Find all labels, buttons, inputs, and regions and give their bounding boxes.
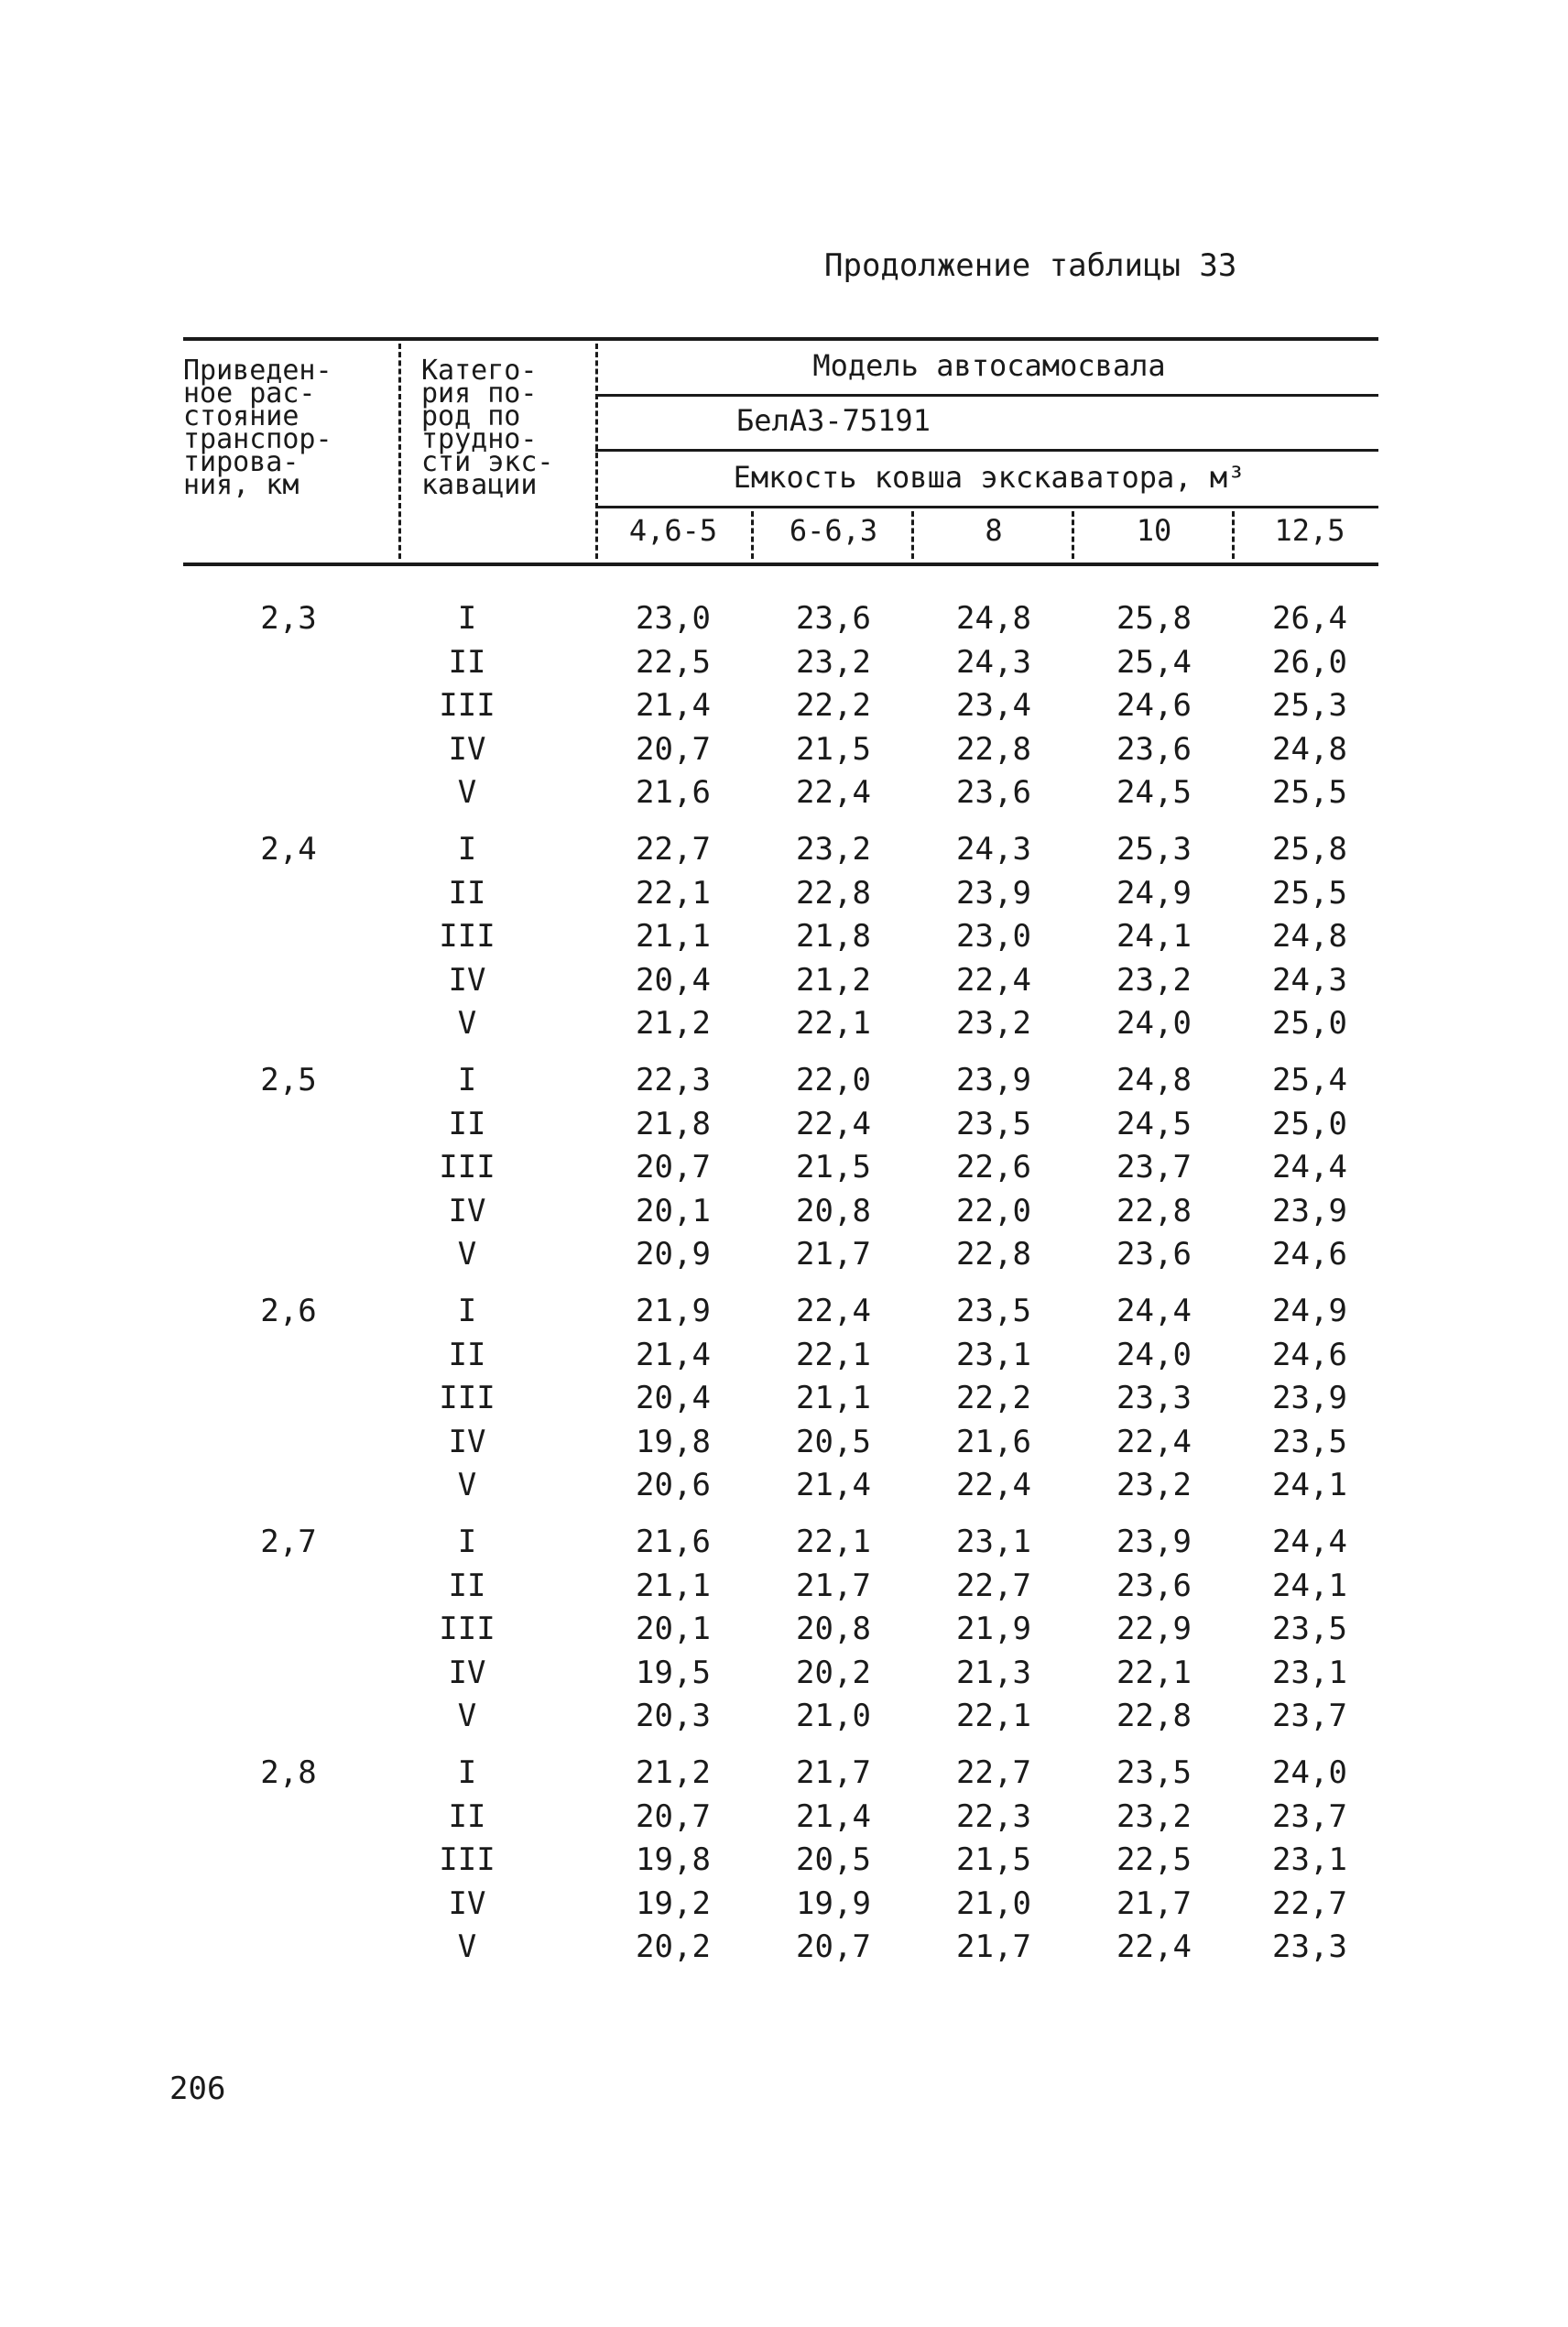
header-bottom-rule — [183, 563, 1378, 566]
distance-value: 2,3 — [260, 600, 317, 637]
header-model-title: Модель автосамосвала — [812, 348, 1166, 383]
table-cell: 20,7 — [636, 730, 711, 768]
category-value: I — [457, 1754, 477, 1791]
table-cell: 25,8 — [1272, 831, 1347, 868]
table-cell: 20,4 — [636, 1380, 711, 1416]
table-cell: 24,6 — [1116, 687, 1192, 724]
table-cell: 22,9 — [1116, 1611, 1192, 1647]
table-cell: 23,0 — [636, 600, 711, 637]
table-cell: 22,2 — [956, 1380, 1031, 1416]
table-cell: 24,9 — [1116, 874, 1192, 912]
bucket-rule — [595, 506, 1378, 508]
table-cell: 21,9 — [956, 1611, 1031, 1647]
table-cell: 20,7 — [636, 1797, 711, 1835]
table-cell: 22,8 — [1116, 1698, 1192, 1734]
table-cell: 21,6 — [956, 1423, 1031, 1460]
table-cell: 25,3 — [1272, 687, 1347, 724]
table-cell: 23,2 — [1116, 1797, 1192, 1835]
table-cell: 22,4 — [796, 1105, 871, 1142]
table-cell: 26,0 — [1272, 643, 1347, 681]
category-value: IV — [448, 1885, 486, 1922]
category-value: I — [457, 1062, 477, 1098]
table-cell: 25,8 — [1116, 600, 1192, 637]
capacity-header-3: 8 — [985, 513, 1003, 548]
table-caption: Продолжение таблицы 33 — [824, 247, 1237, 284]
capacity-header-1: 4,6-5 — [628, 513, 718, 548]
table-cell: 23,6 — [956, 774, 1031, 811]
table-cell: 25,0 — [1272, 1105, 1347, 1142]
capacity-header-2: 6-6,3 — [789, 513, 878, 548]
table-cell: 23,9 — [1272, 1192, 1347, 1229]
table-cell: 21,7 — [796, 1754, 871, 1791]
table-cell: 24,8 — [956, 600, 1031, 637]
table-cell: 21,1 — [636, 918, 711, 955]
table-cell: 19,2 — [636, 1885, 711, 1922]
category-value: III — [439, 1841, 495, 1878]
model-name-rule — [595, 449, 1378, 452]
table-cell: 20,7 — [796, 1928, 871, 1965]
table-cell: 24,6 — [1272, 1336, 1347, 1373]
table-cell: 21,0 — [956, 1885, 1031, 1922]
category-value: V — [457, 1467, 477, 1503]
table-cell: 22,6 — [956, 1149, 1031, 1185]
distance-value: 2,4 — [260, 831, 317, 868]
table-cell: 21,7 — [1116, 1885, 1192, 1922]
table-cell: 22,4 — [796, 774, 871, 811]
table-cell: 21,7 — [956, 1928, 1031, 1965]
table-cell: 23,9 — [956, 1062, 1031, 1098]
table-cell: 20,9 — [636, 1236, 711, 1273]
table-cell: 22,5 — [1116, 1841, 1192, 1878]
table-cell: 22,0 — [796, 1062, 871, 1098]
table-cell: 21,0 — [796, 1698, 871, 1734]
category-value: V — [457, 1698, 477, 1734]
table-cell: 24,6 — [1272, 1236, 1347, 1273]
category-value: III — [439, 1611, 495, 1647]
category-value: III — [439, 687, 495, 724]
separator-cap-2 — [911, 511, 914, 559]
table-cell: 23,9 — [956, 874, 1031, 912]
table-cell: 22,4 — [956, 961, 1031, 999]
category-value: IV — [448, 961, 486, 999]
table-cell: 22,3 — [956, 1797, 1031, 1835]
table-cell: 23,4 — [956, 687, 1031, 724]
capacity-header-4: 10 — [1136, 513, 1172, 548]
category-value: V — [457, 1928, 477, 1965]
table-cell: 22,7 — [956, 1754, 1031, 1791]
table-cell: 21,1 — [636, 1567, 711, 1604]
category-value: I — [457, 600, 477, 637]
table-cell: 22,7 — [636, 831, 711, 868]
table-cell: 20,1 — [636, 1192, 711, 1229]
table-cell: 21,8 — [636, 1105, 711, 1142]
model-rule — [595, 394, 1378, 397]
table-cell: 23,5 — [1272, 1611, 1347, 1647]
table-cell: 21,4 — [636, 687, 711, 724]
table-cell: 23,1 — [956, 1336, 1031, 1373]
table-cell: 24,4 — [1272, 1149, 1347, 1185]
table-cell: 23,5 — [956, 1293, 1031, 1329]
table-cell: 23,6 — [1116, 1567, 1192, 1604]
table-cell: 23,5 — [1116, 1754, 1192, 1791]
category-value: IV — [448, 730, 486, 768]
table-cell: 20,1 — [636, 1611, 711, 1647]
table-cell: 21,8 — [796, 918, 871, 955]
table-cell: 22,4 — [956, 1467, 1031, 1503]
table-cell: 23,9 — [1272, 1380, 1347, 1416]
capacity-header-5: 12,5 — [1274, 513, 1345, 548]
table-cell: 22,1 — [1116, 1654, 1192, 1691]
table-cell: 24,3 — [956, 831, 1031, 868]
category-value: V — [457, 1236, 477, 1273]
table-cell: 23,2 — [796, 643, 871, 681]
table-cell: 19,9 — [796, 1885, 871, 1922]
category-value: II — [448, 1336, 486, 1373]
separator-distance — [398, 344, 401, 559]
category-value: IV — [448, 1423, 486, 1460]
category-value: II — [448, 643, 486, 681]
table-cell: 20,5 — [796, 1841, 871, 1878]
table-cell: 24,0 — [1116, 1336, 1192, 1373]
table-cell: 24,9 — [1272, 1293, 1347, 1329]
table-cell: 22,8 — [1116, 1192, 1192, 1229]
table-cell: 25,5 — [1272, 874, 1347, 912]
table-cell: 20,2 — [636, 1928, 711, 1965]
table-cell: 20,4 — [636, 961, 711, 999]
header-category: Катего- рия по- род по трудно- сти экс- кавации — [421, 355, 554, 501]
category-value: V — [457, 1005, 477, 1042]
page-number: 206 — [169, 2070, 226, 2107]
table-cell: 21,7 — [796, 1236, 871, 1273]
header-bucket: Емкость ковша экскаватора, м³ — [733, 460, 1246, 495]
header-top-rule — [183, 337, 1378, 341]
category-value: IV — [448, 1192, 486, 1229]
distance-value: 2,8 — [260, 1754, 317, 1791]
table-cell: 22,1 — [636, 874, 711, 912]
table-cell: 22,3 — [636, 1062, 711, 1098]
table-cell: 21,7 — [796, 1567, 871, 1604]
category-value: I — [457, 831, 477, 868]
table-cell: 20,3 — [636, 1698, 711, 1734]
table-cell: 21,5 — [796, 730, 871, 768]
table-cell: 22,1 — [796, 1336, 871, 1373]
table-cell: 20,8 — [796, 1611, 871, 1647]
table-cell: 22,7 — [956, 1567, 1031, 1604]
table-cell: 25,4 — [1272, 1062, 1347, 1098]
table-cell: 23,1 — [1272, 1841, 1347, 1878]
table-cell: 21,4 — [796, 1467, 871, 1503]
table-cell: 19,5 — [636, 1654, 711, 1691]
table-cell: 24,8 — [1272, 918, 1347, 955]
table-cell: 22,1 — [796, 1005, 871, 1042]
table-cell: 22,4 — [1116, 1423, 1192, 1460]
category-value: III — [439, 1380, 495, 1416]
table-cell: 23,7 — [1272, 1797, 1347, 1835]
table-cell: 22,4 — [1116, 1928, 1192, 1965]
table-cell: 23,1 — [1272, 1654, 1347, 1691]
table-cell: 25,0 — [1272, 1005, 1347, 1042]
table-cell: 23,2 — [956, 1005, 1031, 1042]
separator-cap-1 — [751, 511, 754, 559]
table-cell: 21,5 — [796, 1149, 871, 1185]
table-cell: 22,2 — [796, 687, 871, 724]
table-cell: 21,1 — [796, 1380, 871, 1416]
table-cell: 24,3 — [956, 643, 1031, 681]
table-cell: 24,4 — [1272, 1524, 1347, 1560]
table-cell: 21,3 — [956, 1654, 1031, 1691]
table-cell: 20,7 — [636, 1149, 711, 1185]
distance-value: 2,6 — [260, 1293, 317, 1329]
table-cell: 24,0 — [1272, 1754, 1347, 1791]
category-value: II — [448, 874, 486, 912]
category-value: V — [457, 774, 477, 811]
table-cell: 20,8 — [796, 1192, 871, 1229]
category-value: I — [457, 1293, 477, 1329]
table-cell: 24,0 — [1116, 1005, 1192, 1042]
table-cell: 24,8 — [1116, 1062, 1192, 1098]
category-value: II — [448, 1105, 486, 1142]
table-cell: 21,2 — [796, 961, 871, 999]
table-cell: 23,2 — [1116, 1467, 1192, 1503]
table-cell: 24,5 — [1116, 1105, 1192, 1142]
table-cell: 19,8 — [636, 1423, 711, 1460]
table-cell: 21,6 — [636, 1524, 711, 1560]
header-distance: Приведен- ное рас- стояние транспор- тирова- ния, км — [183, 355, 332, 501]
header-model-name: БелАЗ-75191 — [736, 403, 931, 438]
table-cell: 22,1 — [796, 1524, 871, 1560]
table-cell: 21,2 — [636, 1005, 711, 1042]
table-cell: 23,0 — [956, 918, 1031, 955]
table-cell: 25,5 — [1272, 774, 1347, 811]
category-value: II — [448, 1797, 486, 1835]
table-cell: 22,1 — [956, 1698, 1031, 1734]
table-cell: 22,5 — [636, 643, 711, 681]
distance-value: 2,7 — [260, 1524, 317, 1560]
table-cell: 23,2 — [796, 831, 871, 868]
table-cell: 21,4 — [796, 1797, 871, 1835]
table-cell: 22,7 — [1272, 1885, 1347, 1922]
table-cell: 23,1 — [956, 1524, 1031, 1560]
table-cell: 23,9 — [1116, 1524, 1192, 1560]
table-cell: 23,7 — [1272, 1698, 1347, 1734]
table-cell: 24,1 — [1272, 1467, 1347, 1503]
table-cell: 23,3 — [1272, 1928, 1347, 1965]
table-cell: 21,6 — [636, 774, 711, 811]
table-cell: 20,6 — [636, 1467, 711, 1503]
table-cell: 22,0 — [956, 1192, 1031, 1229]
table-cell: 21,4 — [636, 1336, 711, 1373]
separator-cap-3 — [1072, 511, 1074, 559]
table-cell: 22,8 — [796, 874, 871, 912]
table-cell: 24,3 — [1272, 961, 1347, 999]
table-cell: 23,6 — [1116, 1236, 1192, 1273]
table-cell: 19,8 — [636, 1841, 711, 1878]
category-value: III — [439, 918, 495, 955]
table-cell: 24,1 — [1272, 1567, 1347, 1604]
table-cell: 23,5 — [956, 1105, 1031, 1142]
table-cell: 23,6 — [796, 600, 871, 637]
table-cell: 25,4 — [1116, 643, 1192, 681]
table-cell: 23,5 — [1272, 1423, 1347, 1460]
table-cell: 24,1 — [1116, 918, 1192, 955]
table-cell: 23,6 — [1116, 730, 1192, 768]
table-cell: 24,5 — [1116, 774, 1192, 811]
table-cell: 23,3 — [1116, 1380, 1192, 1416]
table-cell: 24,8 — [1272, 730, 1347, 768]
table-cell: 26,4 — [1272, 600, 1347, 637]
table-cell: 25,3 — [1116, 831, 1192, 868]
category-value: III — [439, 1149, 495, 1185]
table-cell: 22,8 — [956, 1236, 1031, 1273]
category-value: IV — [448, 1654, 486, 1691]
table-cell: 22,4 — [796, 1293, 871, 1329]
category-value: I — [457, 1524, 477, 1560]
table-cell: 21,2 — [636, 1754, 711, 1791]
distance-value: 2,5 — [260, 1062, 317, 1098]
category-value: II — [448, 1567, 486, 1604]
table-cell: 21,9 — [636, 1293, 711, 1329]
table-cell: 24,4 — [1116, 1293, 1192, 1329]
table-cell: 21,5 — [956, 1841, 1031, 1878]
table-cell: 23,2 — [1116, 961, 1192, 999]
table-cell: 22,8 — [956, 730, 1031, 768]
table-cell: 23,7 — [1116, 1149, 1192, 1185]
table-cell: 20,2 — [796, 1654, 871, 1691]
table-cell: 20,5 — [796, 1423, 871, 1460]
